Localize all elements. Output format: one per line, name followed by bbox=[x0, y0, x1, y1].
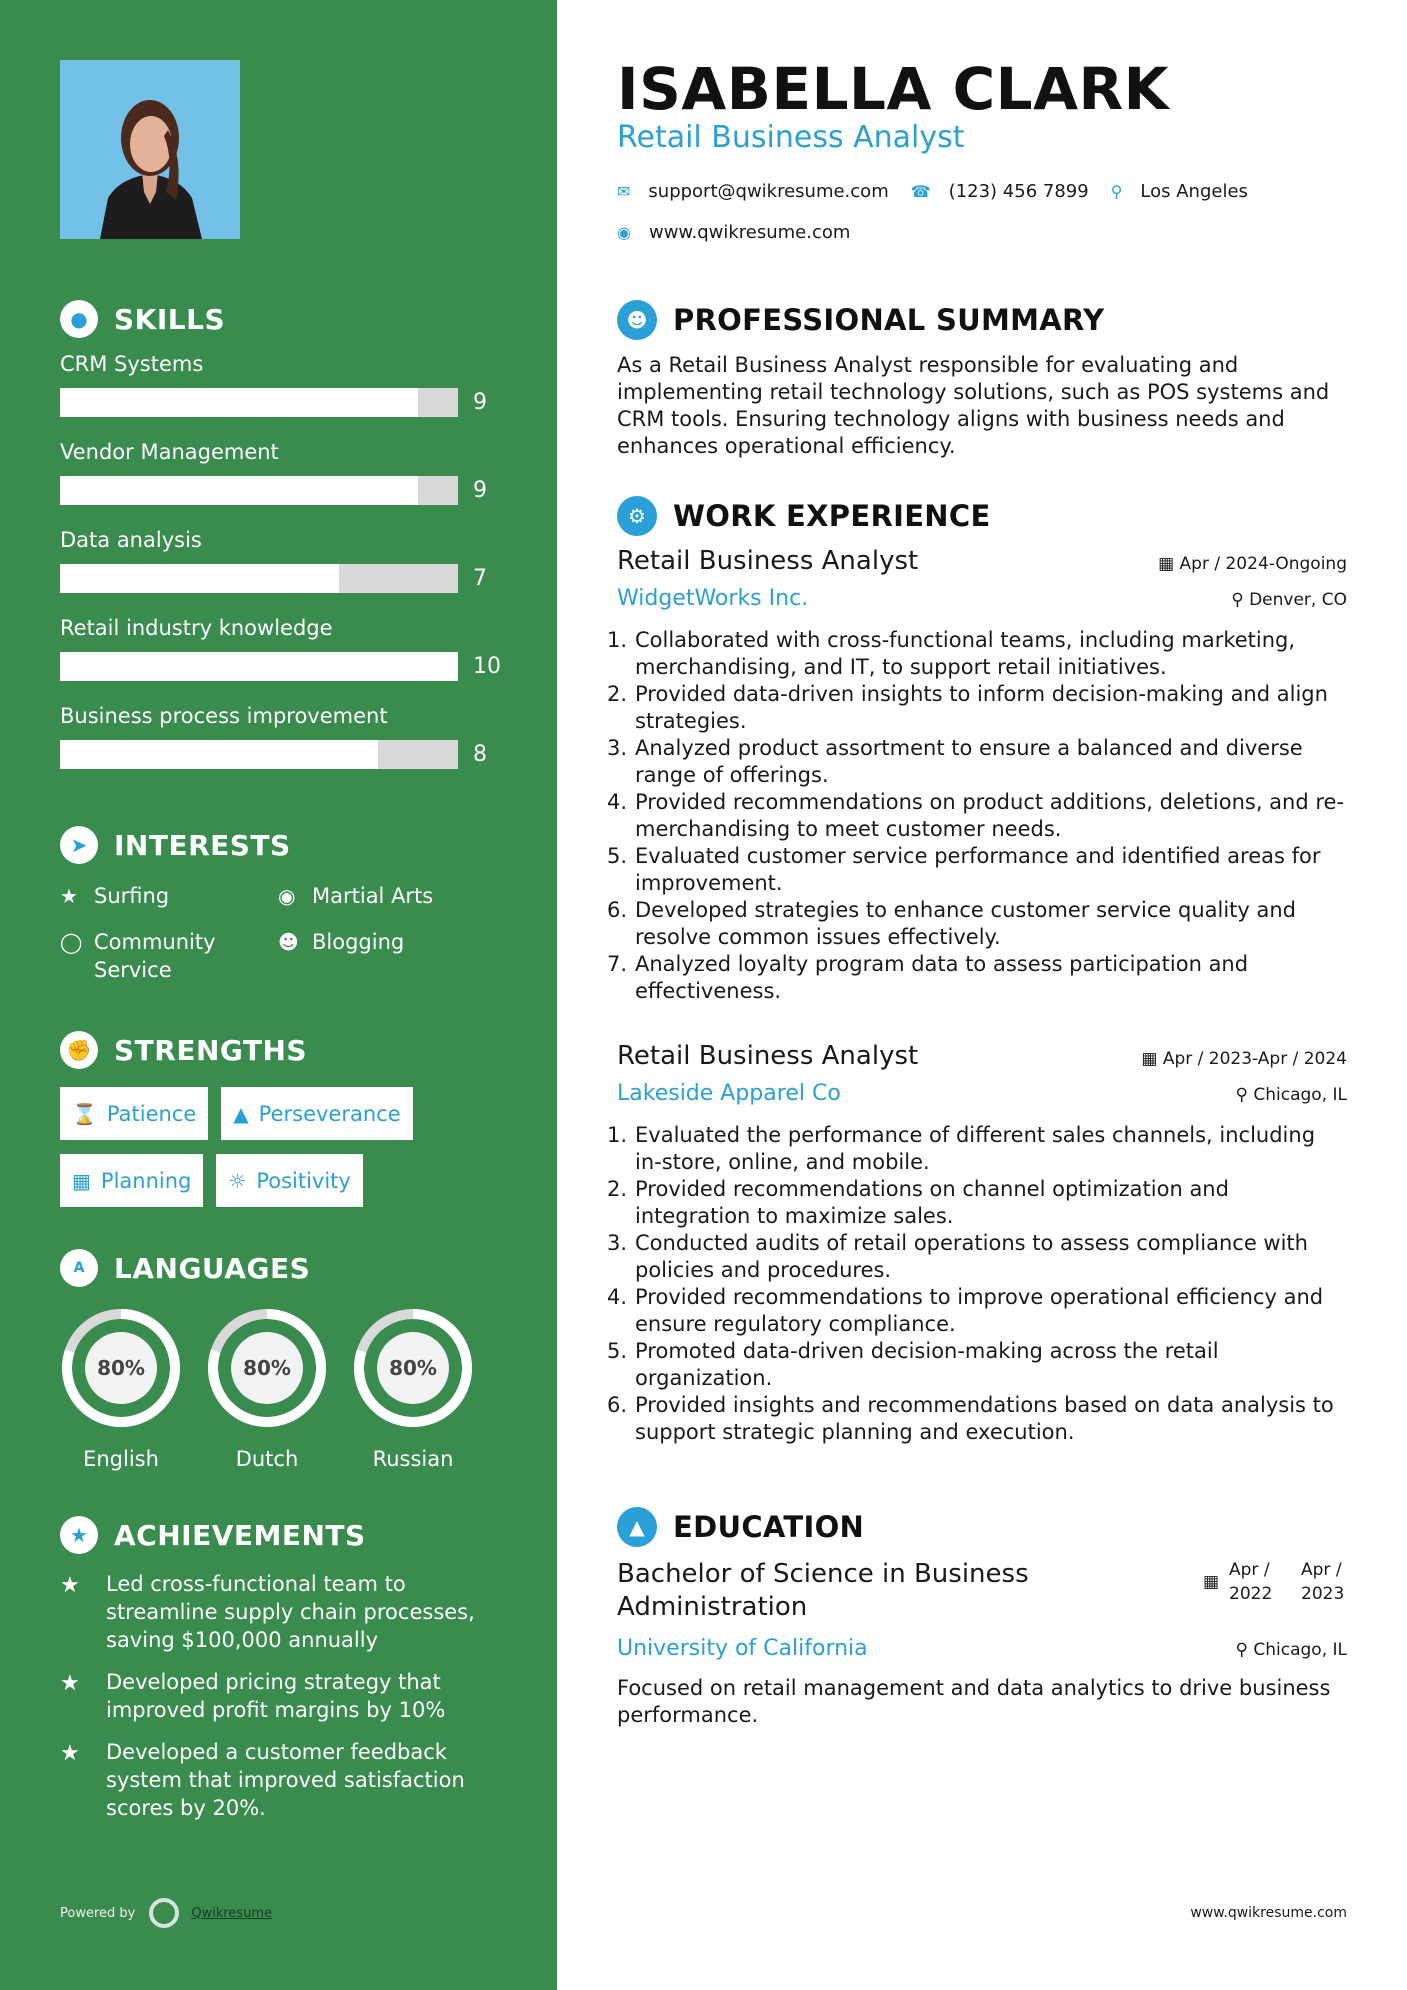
sidebar bbox=[0, 0, 557, 1990]
qwikresume-logo-icon bbox=[149, 1898, 179, 1928]
languages-header bbox=[60, 1247, 510, 1289]
achievement-text: Led cross-functional team to streamline supply chain processes, saving $100,000 annually bbox=[106, 1572, 475, 1652]
skill-bar-fill bbox=[60, 652, 458, 681]
skill-bar bbox=[60, 564, 458, 593]
sun-icon: ☼ bbox=[228, 1168, 247, 1193]
pin-icon: ⚲ bbox=[1235, 1640, 1254, 1660]
calendar-icon: ▦ bbox=[1158, 554, 1180, 574]
footer-url[interactable]: www.qwikresume.com bbox=[1190, 1905, 1347, 1921]
website[interactable]: www.qwikresume.com bbox=[648, 222, 851, 243]
achievement-text: Developed pricing strategy that improved profit margins by 10% bbox=[106, 1670, 446, 1722]
education-description: Focused on retail management and data analytics to drive business performance. bbox=[617, 1676, 1331, 1727]
star-icon: ★ bbox=[60, 1741, 80, 1766]
language-percent: 80% bbox=[243, 1356, 291, 1380]
language-item bbox=[60, 1307, 182, 1471]
job-bullet: Provided recommendations on product additions, deletions, and re-merchandising to meet customer needs. bbox=[635, 790, 1345, 841]
strengths-title: STRENGTHS bbox=[114, 1033, 308, 1067]
job-bullet: Evaluated the performance of different sales channels, including in-store, online, and mobile. bbox=[635, 1123, 1316, 1174]
school: University of California bbox=[617, 1636, 868, 1661]
interests-header bbox=[60, 824, 510, 866]
skill-name: Retail industry knowledge bbox=[60, 616, 333, 640]
strength-badge bbox=[221, 1087, 412, 1140]
profile-photo bbox=[60, 60, 240, 239]
user-icon: ☻ bbox=[617, 300, 657, 340]
achievement-item bbox=[60, 1668, 480, 1724]
education-header bbox=[617, 1507, 864, 1547]
interest-label: Surfing bbox=[94, 884, 170, 908]
strengths-header bbox=[60, 1029, 510, 1071]
achievements-section bbox=[60, 1514, 510, 1822]
calendar-icon: ▦ bbox=[72, 1168, 91, 1193]
job-location: Chicago, IL bbox=[1253, 1085, 1347, 1105]
job-bullet: Evaluated customer service performance and identified areas for improvement. bbox=[635, 844, 1321, 895]
achievement-item bbox=[60, 1738, 480, 1822]
skill-bar bbox=[60, 476, 458, 505]
language-name: Dutch bbox=[235, 1447, 299, 1471]
skills-list bbox=[60, 350, 510, 790]
job-bullets bbox=[617, 1122, 1347, 1446]
skills-title: SKILLS bbox=[114, 302, 226, 336]
education-entry bbox=[617, 1558, 1347, 1729]
globe-icon: ◉ bbox=[278, 884, 296, 908]
star-icon: ★ bbox=[60, 1671, 80, 1696]
job-bullet: Developed strategies to enhance customer service quality and resolve common issues effectively. bbox=[635, 898, 1297, 949]
calendar-icon: ▦ bbox=[1141, 1049, 1163, 1069]
website-row bbox=[617, 222, 872, 243]
language-ring bbox=[352, 1307, 474, 1429]
skill-value: 8 bbox=[473, 742, 487, 767]
interest-label: Martial Arts bbox=[312, 884, 434, 908]
globe-icon: ◉ bbox=[617, 223, 631, 242]
interest-label: Blogging bbox=[312, 930, 405, 954]
job-entry bbox=[617, 1041, 1347, 1446]
job-bullet: Provided insights and recommendations based on data analysis to support strategic planning and execution. bbox=[635, 1393, 1334, 1444]
job-bullets bbox=[617, 627, 1347, 1005]
interests-title: INTERESTS bbox=[114, 828, 291, 862]
strengths-list bbox=[60, 1087, 480, 1207]
interest-item bbox=[278, 882, 498, 910]
skill-value: 9 bbox=[473, 390, 487, 415]
job-bullet: Collaborated with cross-functional teams, including marketing, merchandising, and IT, to support retail initiatives. bbox=[635, 628, 1296, 679]
skill-item bbox=[60, 702, 510, 790]
skill-bar-fill bbox=[60, 564, 339, 593]
skill-bar bbox=[60, 388, 458, 417]
achievement-text: Developed a customer feedback system that improved satisfaction scores by 20%. bbox=[106, 1740, 465, 1820]
shield-icon: ◯ bbox=[60, 930, 83, 954]
experience-title: WORK EXPERIENCE bbox=[673, 499, 991, 533]
calendar-icon: ▦ bbox=[1202, 1572, 1219, 1592]
skill-item bbox=[60, 350, 510, 438]
summary-text: As a Retail Business Analyst responsible for evaluating and implementing retail technology solutions, such as POS systems and CRM tools. Ensuring technology aligns with business needs and enhances operational efficiency. bbox=[617, 353, 1330, 458]
map-pin-icon: ⚲ bbox=[1110, 182, 1123, 201]
skill-name: CRM Systems bbox=[60, 352, 204, 376]
skill-name: Business process improvement bbox=[60, 704, 388, 728]
lightbulb-icon: ● bbox=[60, 300, 98, 338]
language-item bbox=[352, 1307, 474, 1471]
location: Los Angeles bbox=[1140, 181, 1248, 202]
education-start: Apr / 2022 bbox=[1229, 1560, 1273, 1604]
users-icon: ☻ bbox=[278, 930, 299, 954]
strength-badge bbox=[60, 1154, 203, 1207]
phone-icon: ☎ bbox=[910, 182, 931, 201]
strength-label: Perseverance bbox=[258, 1101, 401, 1126]
skill-bar-fill bbox=[60, 388, 418, 417]
language-name: Russian bbox=[372, 1447, 454, 1471]
strength-label: Positivity bbox=[256, 1168, 351, 1193]
strength-badge bbox=[60, 1087, 208, 1140]
job-title: Retail Business Analyst bbox=[617, 1041, 919, 1071]
summary-header bbox=[617, 300, 1104, 340]
achievements-list bbox=[60, 1570, 480, 1822]
candidate-name: ISABELLA CLARK bbox=[617, 55, 1170, 123]
interests-section bbox=[60, 824, 510, 984]
experience-header bbox=[617, 496, 991, 536]
skill-item bbox=[60, 614, 510, 702]
education-end: Apr / 2023 bbox=[1301, 1560, 1345, 1604]
language-ring bbox=[60, 1307, 182, 1429]
achievements-header bbox=[60, 1514, 510, 1556]
skill-item bbox=[60, 438, 510, 526]
language-percent: 80% bbox=[97, 1356, 145, 1380]
strength-badge bbox=[216, 1154, 362, 1207]
strength-label: Patience bbox=[106, 1101, 197, 1126]
skill-value: 10 bbox=[473, 654, 501, 679]
interest-item bbox=[60, 882, 278, 910]
skill-item bbox=[60, 526, 510, 614]
skill-bar bbox=[60, 740, 458, 769]
candidate-role: Retail Business Analyst bbox=[617, 120, 965, 155]
skills-header bbox=[60, 298, 510, 340]
phone: (123) 456 7899 bbox=[948, 181, 1089, 202]
job-title: Retail Business Analyst bbox=[617, 546, 919, 576]
job-entry bbox=[617, 546, 1347, 1005]
company-name: WidgetWorks Inc. bbox=[617, 586, 809, 611]
language-ring bbox=[206, 1307, 328, 1429]
job-bullet: Conducted audits of retail operations to assess compliance with policies and procedures. bbox=[635, 1231, 1308, 1282]
language-item bbox=[206, 1307, 328, 1471]
interests-list bbox=[60, 882, 510, 984]
company-name: Lakeside Apparel Co bbox=[617, 1081, 841, 1106]
email[interactable]: support@qwikresume.com bbox=[648, 181, 889, 202]
road-icon: ▲ bbox=[233, 1101, 249, 1126]
languages-list bbox=[60, 1307, 510, 1471]
strengths-section bbox=[60, 1029, 510, 1207]
job-bullet: Provided recommendations on channel optimization and integration to maximize sales. bbox=[635, 1177, 1229, 1228]
interest-item bbox=[60, 928, 278, 984]
graduation-cap-icon: ▲ bbox=[617, 1507, 657, 1547]
job-dates: Apr / 2023-Apr / 2024 bbox=[1162, 1049, 1347, 1069]
languages-section bbox=[60, 1247, 510, 1471]
paper-plane-icon: ➤ bbox=[60, 826, 98, 864]
skill-bar bbox=[60, 652, 458, 681]
job-bullet: Analyzed product assortment to ensure a balanced and diverse range of offerings. bbox=[635, 736, 1303, 787]
job-bullet: Provided recommendations to improve operational efficiency and ensure regulatory compliance. bbox=[635, 1285, 1324, 1336]
language-percent: 80% bbox=[389, 1356, 437, 1380]
interest-label: Community Service bbox=[94, 930, 216, 982]
education-title: EDUCATION bbox=[673, 1510, 865, 1544]
powered-label: Powered by bbox=[60, 1905, 136, 1921]
star-icon: ★ bbox=[60, 1573, 80, 1598]
award-star-icon: ★ bbox=[60, 1516, 98, 1554]
job-bullet: Provided data-driven insights to inform decision-making and align strategies. bbox=[635, 682, 1328, 733]
skill-value: 7 bbox=[473, 566, 487, 591]
language-name: English bbox=[83, 1447, 159, 1471]
briefcase-icon: ⚙ bbox=[617, 496, 657, 536]
interest-item bbox=[278, 928, 498, 984]
job-dates: Apr / 2024-Ongoing bbox=[1179, 554, 1347, 574]
skills-section bbox=[60, 298, 510, 790]
skill-name: Data analysis bbox=[60, 528, 202, 552]
degree: Bachelor of Science in Business Administration bbox=[617, 1559, 1029, 1622]
job-bullet: Promoted data-driven decision-making across the retail organization. bbox=[635, 1339, 1219, 1390]
hourglass-icon: ⌛ bbox=[72, 1101, 97, 1126]
star-icon: ★ bbox=[60, 884, 78, 908]
language-icon: A bbox=[60, 1249, 98, 1287]
skill-bar-fill bbox=[60, 740, 378, 769]
achievements-title: ACHIEVEMENTS bbox=[114, 1518, 366, 1552]
strength-label: Planning bbox=[100, 1168, 192, 1193]
skill-bar-fill bbox=[60, 476, 418, 505]
skill-name: Vendor Management bbox=[60, 440, 279, 464]
powered-by bbox=[60, 1898, 272, 1928]
education-location: Chicago, IL bbox=[1253, 1640, 1347, 1660]
skill-value: 9 bbox=[473, 478, 487, 503]
envelope-icon: ✉ bbox=[617, 182, 631, 201]
job-location: Denver, CO bbox=[1249, 590, 1347, 610]
pin-icon: ⚲ bbox=[1231, 590, 1250, 610]
job-bullet: Analyzed loyalty program data to assess participation and effectiveness. bbox=[635, 952, 1249, 1003]
qwikresume-link[interactable]: Qwikresume bbox=[191, 1905, 273, 1921]
fist-icon: ✊ bbox=[60, 1031, 98, 1069]
pin-icon: ⚲ bbox=[1235, 1085, 1254, 1105]
achievement-item bbox=[60, 1570, 480, 1654]
languages-title: LANGUAGES bbox=[114, 1251, 311, 1285]
contact-row bbox=[617, 181, 1270, 202]
summary-title: PROFESSIONAL SUMMARY bbox=[673, 303, 1105, 337]
